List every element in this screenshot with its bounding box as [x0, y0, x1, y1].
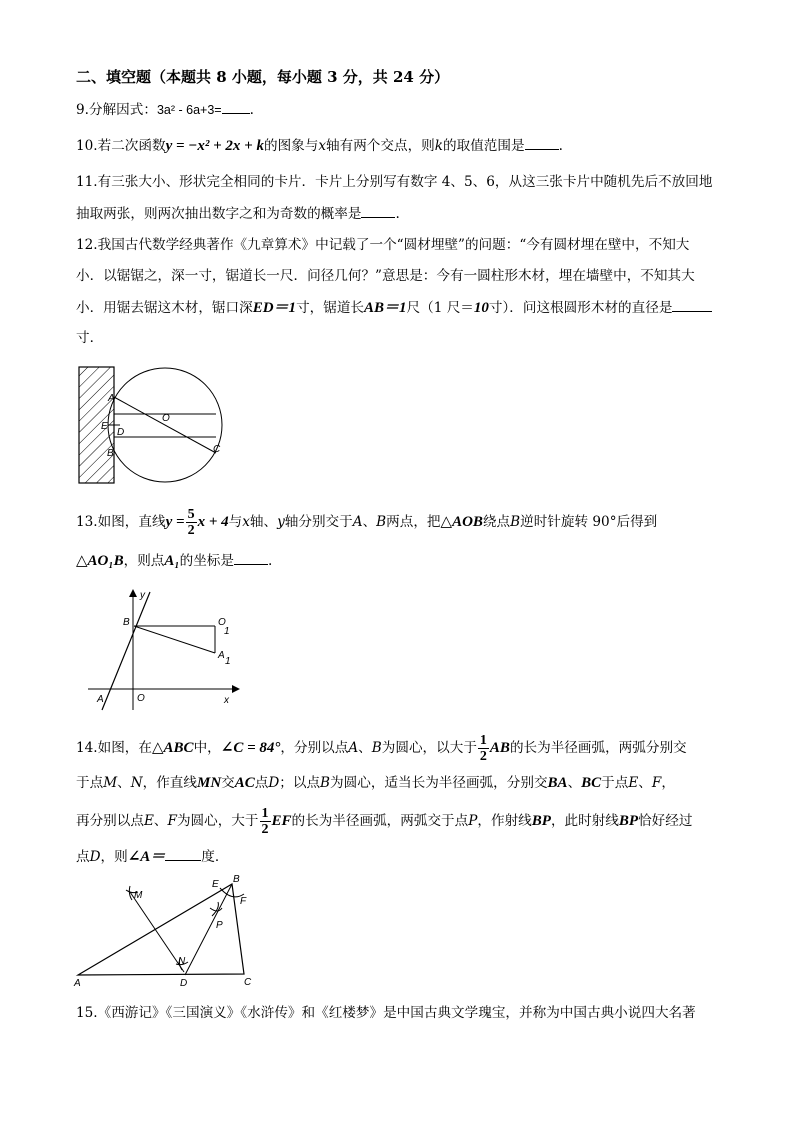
- y-axis-arrow: [129, 589, 137, 597]
- answer-blank-13[interactable]: [234, 550, 268, 565]
- answer-blank-9[interactable]: [222, 99, 250, 114]
- fig13-label: x: [224, 695, 229, 706]
- fig14-label: F: [240, 896, 247, 907]
- fig13-label: y: [140, 590, 145, 601]
- fig13-label: A: [218, 650, 225, 661]
- arc-p-2: [212, 902, 218, 916]
- question-10: 10.若二次函数y = −x² + 2x + k的图象与x轴有两个交点，则k的取值范围是 .: [76, 135, 563, 156]
- question-11-line-2: 抽取两张，则两次抽出数字之和为奇数的概率是 .: [76, 203, 400, 224]
- fig14-label: P: [216, 920, 223, 931]
- figure-rotated-triangle: [84, 586, 244, 712]
- question-9: 9.分解因式：3a² - 6a+3= .: [76, 99, 254, 120]
- answer-blank-14[interactable]: [165, 846, 201, 861]
- question-14-line-1: 14.如图，在△ABC中，∠C = 84°，分别以点A、B为圆心，以大于 $\frac{1}{2}$ AB的长为半径画弧，两弧分别交: [76, 733, 687, 764]
- fig14-label: A: [74, 978, 81, 989]
- question-12-line-3: 小．用锯去锯这木材，锯口深ED＝1寸，锯道长AB＝1尺（1 尺＝10寸）．问这根圆形木材的直径是: [76, 297, 712, 318]
- fraction-one-half: $\frac{1}{2}$: [479, 733, 487, 764]
- fig13-label: B: [123, 617, 130, 628]
- diameter-line: [114, 397, 216, 453]
- fig14-label: B: [233, 874, 240, 885]
- question-12-line-2: 小．以锯锯之，深一寸，锯道长一尺．问径几何？”意思是：今有一圆柱形木材，埋在墙壁中，不知其大: [76, 268, 695, 284]
- perpendicular-bisector-mn: [130, 892, 184, 972]
- fraction-one-half: $\frac{1}{2}$: [261, 806, 269, 837]
- fig14-label: D: [180, 978, 188, 989]
- fig12-label: C: [213, 444, 221, 455]
- question-13-line-2: △AO₁B，则点A₁的坐标是 .: [76, 550, 272, 571]
- question-12-line-1: 12.我国古代数学经典著作《九章算术》中记载了一个“圆材埋壁”的问题：“今有圆材埋在壁中，不知大: [76, 237, 690, 253]
- question-14-line-4: 点D，则∠A＝ 度．: [76, 846, 228, 867]
- question-11-line-1: 11.有三张大小、形状完全相同的卡片．卡片上分别写有数字 4、5、6，从这三张卡片中随机先后不放回地: [76, 174, 713, 190]
- question-14-line-2: 于点M、N，作直线MN交AC点D；以点B为圆心，适当长为半径画弧，分别交BA、BC于点E、F，: [76, 775, 675, 791]
- fig12-label: A: [108, 393, 115, 404]
- fig12-label: B: [107, 448, 114, 459]
- fig12-label: O: [162, 413, 170, 424]
- answer-blank-12[interactable]: [672, 297, 712, 312]
- x-axis-arrow: [232, 685, 240, 693]
- fig13-label: O: [137, 693, 145, 704]
- fig14-label: N: [178, 956, 186, 967]
- fraction-five-halves: $\frac{5}{2}$: [187, 507, 195, 538]
- figure-triangle-construction: [72, 872, 272, 990]
- segment-ba1: [134, 626, 215, 653]
- fig13-label: A: [97, 694, 104, 705]
- answer-blank-10[interactable]: [525, 135, 559, 150]
- fig14-label: M: [134, 890, 143, 901]
- fig13-label: 1: [224, 626, 230, 637]
- fig14-label: C: [244, 977, 252, 988]
- question-13-line-1: 13.如图，直线y = $\frac{5}{2}$ x + 4与x轴、y轴分别交于A、B两点，把△AOB绕点B逆时针旋转 90°后得到: [76, 507, 658, 538]
- fig13-label: 1: [225, 656, 231, 667]
- question-12-line-4: 寸．: [76, 330, 104, 346]
- answer-blank-11[interactable]: [361, 203, 395, 218]
- fig12-label: E: [101, 421, 108, 432]
- section-title: 二、填空题（本题共 8 小题，每小题 3 分，共 24 分）: [76, 68, 450, 86]
- fig12-label: D: [117, 427, 125, 438]
- question-14-line-3: 再分别以点E、F为圆心，大于 $\frac{1}{2}$ EF的长为半径画弧，两弧交于点P，作射线BP，此时射线BP恰好经过: [76, 806, 693, 837]
- fig14-label: E: [212, 879, 219, 890]
- question-15-line-1: 15.《西游记》《三国演义》《水浒传》和《红楼梦》是中国古典文学瑰宝，并称为中国古典小说四大名著: [76, 1005, 696, 1021]
- fig13-label: O: [218, 617, 226, 628]
- figure-wood-in-wall: [70, 362, 230, 488]
